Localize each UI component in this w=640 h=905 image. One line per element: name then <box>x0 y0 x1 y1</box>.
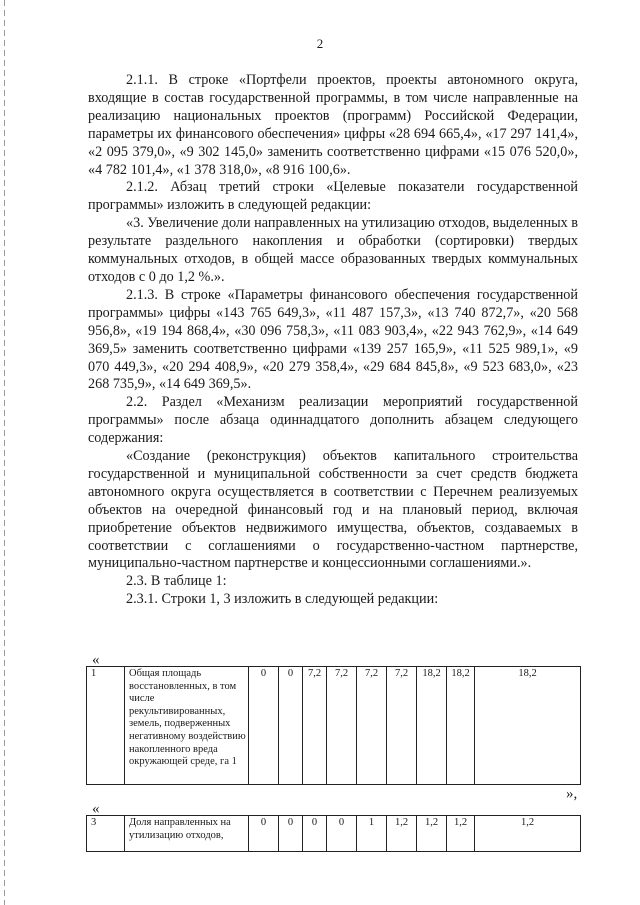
paragraph-2-1-3: 2.1.3. В строке «Параметры финансового обеспечения государственной программы» цифры «143 765 649,3», «11 487 157,3», «13 740 872,7», «20 568 956,8», «19 194 868,4», «30 096 758,3», «11 083 903,4», «22 943 762,9», «14 649 369,5» заменить соответственно цифрами «139 257 165,9», «11 525 989,1», «9 070 449,3», «20 294 408,9», «20 279 358,4», «29 684 845,8», «9 523 683,0», «23 268 735,9», «14 649 369,5». <box>88 286 578 393</box>
paragraph-2-3: 2.3. В таблице 1: <box>126 573 227 590</box>
row-number: 3 <box>87 816 125 852</box>
value-cell: 18,2 <box>447 667 475 785</box>
value-cell: 7,2 <box>327 667 357 785</box>
value-cell: 1,2 <box>417 816 447 852</box>
value-cell: 1,2 <box>447 816 475 852</box>
paragraph-quote-3: «3. Увеличение доли направленных на утилизацию отходов, выделенных в результате раздельного накопления и обработки (сортировки) твердых коммунальных отходов, в общей массе образованных твердых коммунальных отходов с 0 до 1,2 %.». <box>88 215 578 285</box>
paragraph-2-2: 2.2. Раздел «Механизм реализации мероприятий государственной программы» после абзаца одиннадцатого дополнить абзацем следующего содержания: <box>88 394 578 447</box>
paragraph-2-3-1: 2.3.1. Строки 1, 3 изложить в следующей редакции: <box>126 591 439 608</box>
value-cell: 1 <box>357 816 387 852</box>
scan-edge <box>4 0 5 905</box>
paragraph-quote-construction: «Создание (реконструкция) объектов капитального строительства государственной и муниципальной собственности за счет средств бюджета автономного округа осуществляется в соответствии с Перечнем реализуемых объектов на очередной финансовый год и на плановый период, включая приобретение объектов недвижимого имущества, объектов, создаваемых в соответствии с соглашениями о государственно-частном партнерстве, муниципально-частном партнерстве и концессионными соглашениями.». <box>88 448 578 572</box>
value-cell: 1,2 <box>475 816 581 852</box>
value-cell: 0 <box>249 667 279 785</box>
value-cell: 18,2 <box>475 667 581 785</box>
value-cell: 18,2 <box>417 667 447 785</box>
table2-open-quote: « <box>92 801 100 817</box>
table1-open-quote: « <box>92 652 100 668</box>
table-row-3 <box>86 815 581 852</box>
value-cell: 0 <box>249 816 279 852</box>
value-cell: 0 <box>279 816 303 852</box>
indicator-name: Общая площадь восстановленных, в том числе рекультивированных, земель, подверженных негативному воздействию накопленного вреда окружающей среде, га 1 <box>125 667 249 785</box>
indicator-name: Доля направленных на утилизацию отходов, <box>125 816 249 852</box>
value-cell: 0 <box>327 816 357 852</box>
table-row-1 <box>86 666 581 785</box>
value-cell: 7,2 <box>357 667 387 785</box>
value-cell: 0 <box>279 667 303 785</box>
row-number: 1 <box>87 667 125 785</box>
value-cell: 1,2 <box>387 816 417 852</box>
paragraph-2-1-2: 2.1.2. Абзац третий строки «Целевые показатели государственной программы» изложить в следующей редакции: <box>88 179 578 214</box>
page-number: 2 <box>316 36 324 51</box>
value-cell: 7,2 <box>387 667 417 785</box>
table1-close-quote: », <box>566 786 578 802</box>
paragraph-2-1-1: 2.1.1. В строке «Портфели проектов, проекты автономного округа, входящие в состав государственной программы, в том числе направленные на реализацию национальных проектов (программ) Российской Федерации, параметры их финансового обеспечения» цифры «28 694 665,4», «17 297 141,4», «2 095 379,0», «9 302 145,0» заменить соответственно цифрами «15 076 520,0», «4 782 101,4», «1 378 318,0», «8 916 100,6». <box>88 72 578 178</box>
value-cell: 7,2 <box>303 667 327 785</box>
value-cell: 0 <box>303 816 327 852</box>
document-body <box>88 72 578 609</box>
